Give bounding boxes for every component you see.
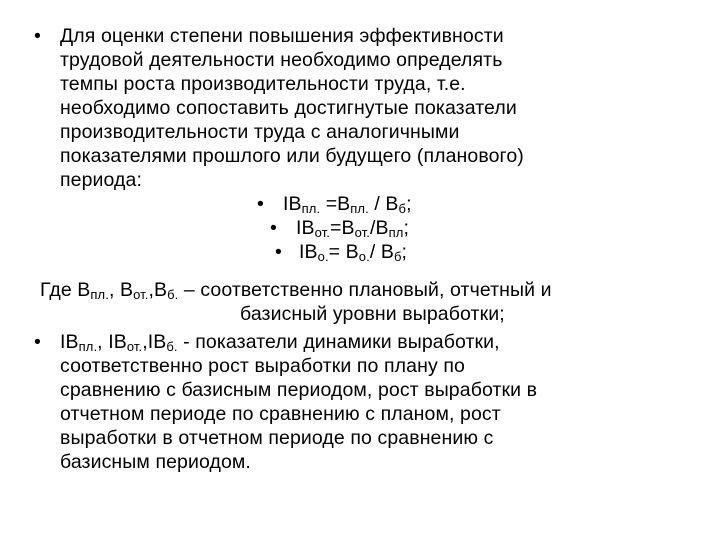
subscript: б (394, 249, 402, 264)
text-line: Для оценки степени повышения эффективности (60, 25, 504, 47)
text: , IB (97, 331, 127, 353)
subscript: пл. (350, 201, 369, 216)
text-line: показателями прошлого или будущего (планового) (60, 145, 524, 167)
text: - показатели динамики выработки, (177, 331, 500, 353)
text-line: темпы роста производительности труда, т.е. (60, 73, 466, 95)
subscript: б. (166, 339, 178, 354)
text-line: сравнению с базисным периодом, рост выработки в (60, 379, 538, 401)
formula-3 (299, 241, 407, 263)
text-line: выработки в отчетном периоде по сравнению с (60, 427, 494, 449)
subscript: от. (126, 339, 143, 354)
bullet-1: • (34, 25, 41, 47)
where-line-2: базисный уровни выработки; (240, 303, 505, 325)
subscript: от. (314, 225, 330, 240)
formula-text: / B (368, 193, 399, 215)
text-line: базисным периодом. (60, 451, 251, 473)
formula-text: /B (369, 217, 389, 239)
subscript: пл. (90, 287, 109, 302)
formula-text: =B (330, 217, 355, 239)
formula-text: ; (403, 217, 409, 239)
where-text: – соответственно плановый, отчетный и (178, 279, 552, 301)
where-line-1 (40, 279, 552, 301)
bullet-2: • (34, 331, 41, 353)
subscript: пл. (78, 339, 98, 354)
text: IB (60, 331, 79, 353)
where-text: Где B (40, 279, 91, 301)
text-line: необходимо сопоставить достигнутые показатели (60, 97, 517, 119)
formula-text: IB (283, 193, 302, 215)
where-text: , B (108, 279, 134, 301)
subscript: от. (354, 225, 370, 240)
formula-1 (283, 193, 412, 215)
bullet-formula-1: • (257, 193, 264, 215)
subscript: о. (358, 249, 370, 264)
subscript: о. (317, 249, 329, 264)
subscript: б. (167, 287, 179, 302)
formula-text: ; (401, 241, 408, 263)
formula-text: =B (320, 193, 351, 215)
text-line: соответственно рост выработки по плану по (60, 355, 465, 377)
bullet-formula-2: • (270, 217, 277, 239)
text-line: производительности труда с аналогичными (60, 121, 460, 143)
text-line: трудовой деятельности необходимо определять (60, 49, 503, 71)
paragraph2-first-line (60, 331, 500, 353)
formula-text: IB (296, 217, 315, 239)
formula-text: ; (406, 193, 412, 215)
subscript: от. (133, 287, 149, 302)
subscript: б (398, 201, 407, 216)
formula-text: = B (328, 241, 359, 263)
subscript: пл. (301, 201, 321, 216)
text-line: отчетном периоде по сравнению с планом, рост (60, 403, 501, 425)
text-line: периода: (60, 169, 142, 191)
bullet-formula-3: • (275, 241, 282, 263)
where-text: ,B (148, 279, 168, 301)
text: ,IB (142, 331, 167, 353)
formula-text: / B (369, 241, 394, 263)
formula-text: IB (299, 241, 318, 263)
formula-2 (296, 217, 409, 239)
subscript: пл (388, 225, 404, 240)
